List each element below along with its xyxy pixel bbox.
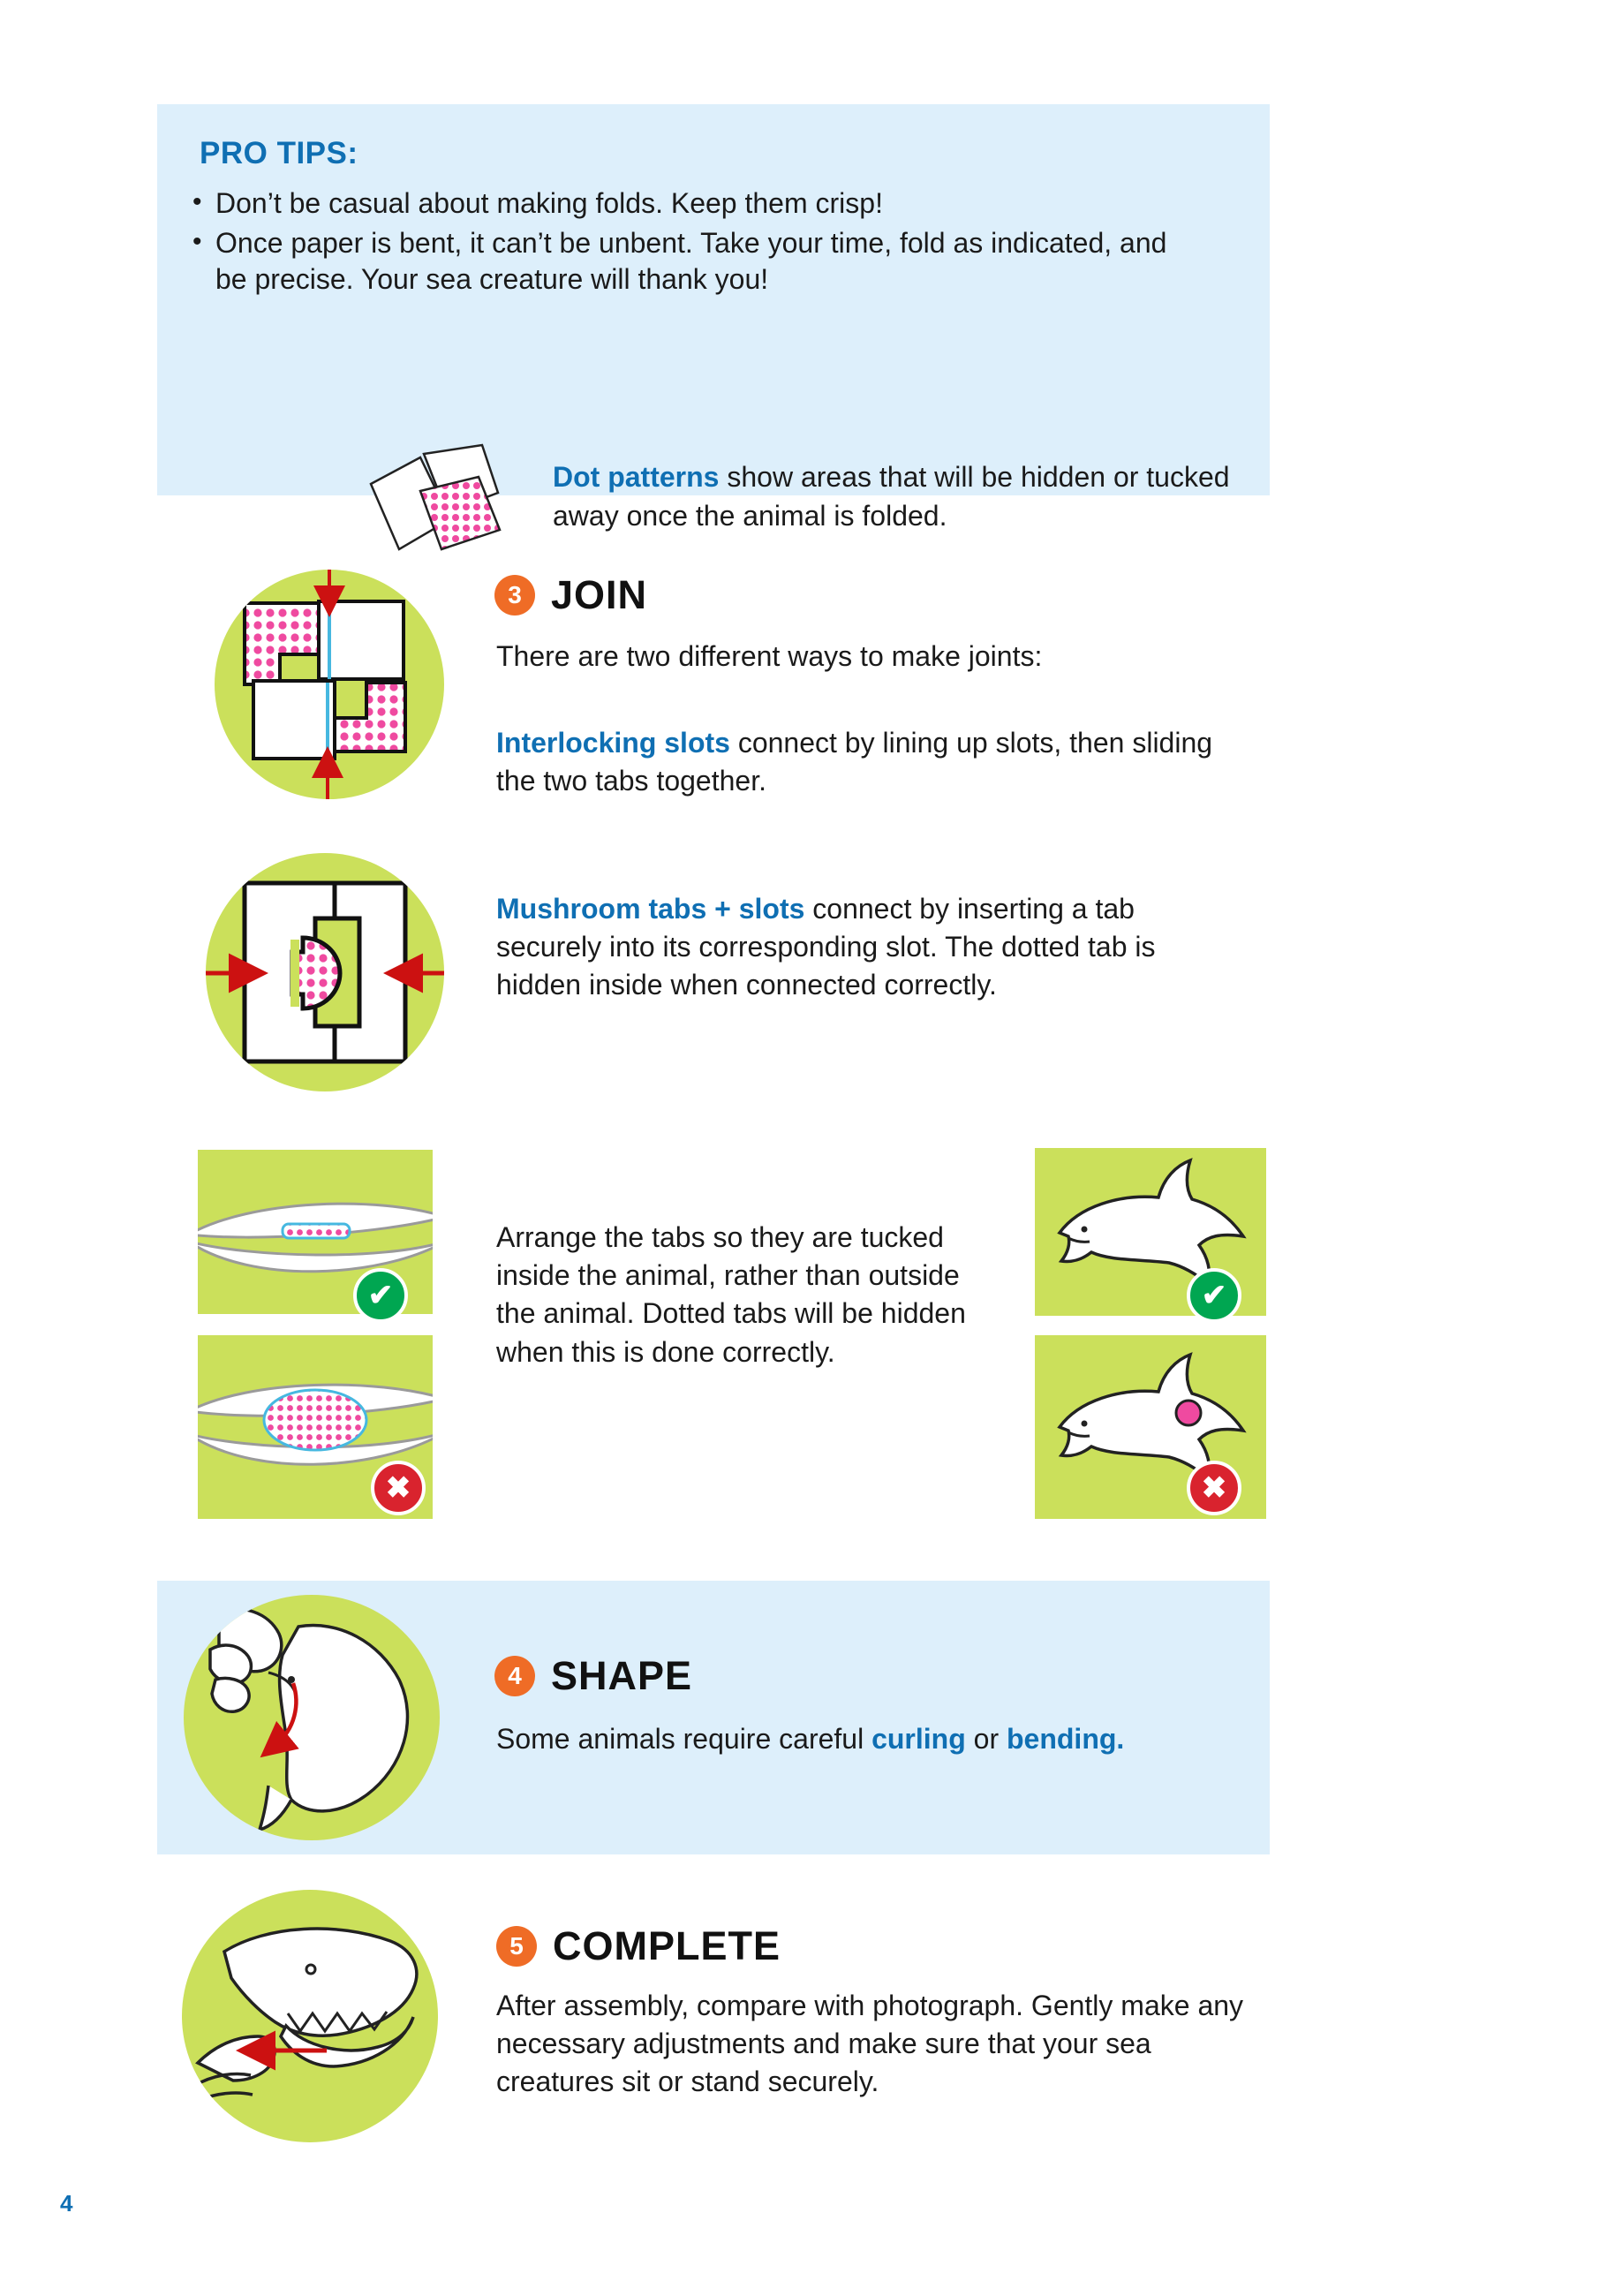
cross-icon: ✖ — [385, 1471, 411, 1505]
step-5-title: COMPLETE — [553, 1923, 781, 1968]
paper-squares-dot-pattern-icon — [366, 438, 524, 579]
bullet-text: Don’t be casual about making folds. Keep them crisp! — [215, 187, 883, 219]
dot-pattern-note — [553, 457, 1277, 535]
step-3-intro-text: There are two different ways to make joints: — [496, 640, 1043, 672]
step-4-bold-bending: bending. — [1006, 1723, 1125, 1755]
step-5-body-text: After assembly, compare with photograph. Gently make any necessary adjustments and make sure that your sea creatures sit or stand securely. — [496, 1990, 1244, 2098]
dot-pattern-note-rest: show areas that will be hidden or tucked away once the animal is folded. — [553, 461, 1230, 532]
status-badge-incorrect-dolphin — [1187, 1461, 1241, 1515]
pro-tips-bullet-list — [192, 185, 1190, 301]
list-item — [192, 185, 1190, 222]
bullet-marker-icon: • — [192, 226, 202, 256]
step-3-header — [494, 572, 647, 618]
step-4-body-text — [496, 1720, 1167, 1758]
step-3-number-badge: 3 — [494, 575, 535, 616]
mushroom-tabs-rest: connect by inserting a tab securely into its corresponding slot. The dotted tab is hidden inside when connected correctly. — [496, 893, 1156, 1001]
hand-adjusting-shark-jaw-icon — [182, 1890, 438, 2142]
interlocking-slots-rest: connect by lining up slots, then sliding the two tabs together. — [496, 727, 1213, 797]
mushroom-tab-slot-diagram-icon — [206, 853, 444, 1091]
step-3-title: JOIN — [551, 572, 648, 617]
hand-curling-turtle-fin-icon — [184, 1595, 440, 1840]
bullet-text: Once paper is bent, it can’t be unbent. Take your time, fold as indicated, and be precise. Your sea creature will thank you! — [215, 226, 1167, 295]
pro-tips-panel — [157, 104, 1270, 532]
check-icon: ✔ — [1201, 1279, 1227, 1312]
dot-pattern-note-lead: Dot patterns — [553, 461, 720, 493]
step-5-number-badge: 5 — [496, 1926, 537, 1967]
step-5-header — [496, 1923, 781, 1969]
shape-panel — [157, 1581, 1270, 1854]
step-4-text-before: Some animals require careful — [496, 1723, 872, 1755]
check-icon: ✔ — [367, 1279, 394, 1312]
bullet-marker-icon: • — [192, 187, 202, 216]
page-number: 4 — [60, 2190, 73, 2217]
cross-icon: ✖ — [1201, 1471, 1227, 1505]
status-badge-incorrect — [371, 1461, 426, 1515]
step-4-number-badge: 4 — [494, 1656, 535, 1696]
status-badge-correct-dolphin — [1187, 1268, 1241, 1323]
tabs-arrangement-note: Arrange the tabs so they are tucked inside the animal, rather than outside the animal. Dotted tabs will be hidden when this is done correctly. — [496, 1221, 966, 1368]
interlocking-slots-diagram-icon — [215, 570, 444, 799]
mushroom-tabs-paragraph — [496, 890, 1229, 1005]
step-4-title: SHAPE — [551, 1653, 693, 1698]
step-4-bold-curling: curling — [871, 1723, 966, 1755]
interlocking-slots-lead: Interlocking slots — [496, 727, 730, 759]
mushroom-tabs-lead: Mushroom tabs + slots — [496, 893, 805, 925]
list-item — [192, 225, 1190, 298]
step-4-text-middle: or — [965, 1723, 1007, 1755]
interlocking-slots-paragraph — [496, 724, 1229, 800]
pro-tips-title: PRO TIPS: — [200, 136, 358, 170]
status-badge-correct — [353, 1268, 408, 1323]
step-4-header — [494, 1653, 692, 1699]
